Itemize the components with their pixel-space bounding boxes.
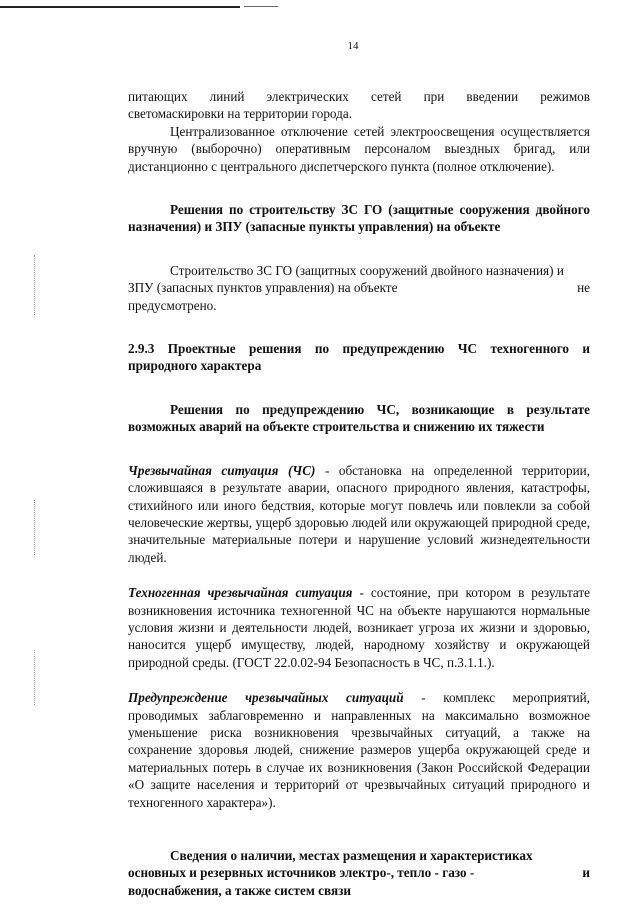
scan-edge-rule [0, 6, 240, 8]
paragraph-continuation-line [128, 88, 590, 105]
definition-text: - обстановка на определенной территории, сложившаяся в результате аварии, опасного природного явления, катастрофы, стихийного или иного бедствия, которые могут повлечь или повлекли за собой человеческие жертвы, ущерб здоровью людей или окружающей природной среде, значительные материальные потери и нарушение условий жизнедеятельности людей. [128, 462, 590, 565]
heading-emergency-prevention: Решения по предупреждению ЧС, возникающие в результате возможных аварий на объекте строительства и снижению их тяжести [128, 401, 590, 435]
paragraph-shelters [128, 262, 590, 314]
definition-term: Техногенная чрезвычайная ситуация [128, 585, 353, 601]
document-body [128, 88, 590, 899]
paragraph-shelters-line2 [128, 279, 590, 296]
section-title: Проектные решения по предупреждению ЧС техногенного и природного характера [128, 341, 591, 374]
section-number: 2.9.3 [128, 341, 155, 357]
word: режимов [540, 89, 590, 104]
paragraph-continuation-end: светомаскировки на территории города. [128, 106, 352, 122]
text-fragment: ЗПУ (запасных пунктов управления) на объекте [128, 280, 398, 296]
text-fragment: не [577, 280, 590, 296]
word: введении [466, 89, 519, 104]
section-heading [128, 340, 590, 375]
word: сетей [370, 89, 402, 104]
definition-term: Предупреждение чрезвычайных ситуаций [128, 690, 404, 706]
definition-emergency-prevention [128, 689, 590, 811]
heading-utilities-line3: водоснабжения, а также систем связи [128, 882, 351, 898]
heading-utilities-line1: Сведения о наличии, местах размещения и характеристиках [170, 848, 533, 863]
paragraph-shelters-line3: предусмотрено. [128, 297, 217, 313]
binding-margin-dots [34, 650, 36, 705]
page-number: 14 [347, 40, 359, 52]
paragraph-lighting-shutdown: Централизованное отключение сетей электроосвещения осуществляется вручную (выборочно) оперативным персоналом выездных бригад, или дистанционно с центрального диспетчерского пункта (полное отключение). [128, 123, 590, 174]
heading-shelters: Решения по строительству ЗС ГО (защитные сооружения двойного назначения) и ЗПУ (запасные пункты управления) на объекте [128, 202, 590, 235]
text-fragment: и [582, 865, 590, 881]
heading-utilities [128, 847, 590, 899]
definition-text: - комплекс мероприятий, проводимых заблаговременно и направленных на максимально возможное уменьшение риска возникновения чрезвычайных ситуаций, а также на сохранение здоровья людей, снижение размеров ущерба окружающей среде и материальных потерь в случае их возникновения (Закон Российской Федерации «О защите населения и территорий от чрезвычайных ситуаций природного и техногенного характера»). [128, 690, 590, 810]
definition-emergency [128, 462, 590, 566]
text-fragment: основных и резервных источников электро-, тепло - газо - [128, 865, 475, 881]
word: линий [209, 89, 245, 104]
word: при [423, 89, 445, 104]
definition-text: - состояние, при котором в результате возникновения источника техногенной ЧС на объекте нарушаются нормальные условия жизни и деятельности людей, возникает угроза их жизни и здоровью, наносится ущерб имуществу, людей, народному хозяйству и окружающей природной среды. (ГОСТ 22.0.02-94 Безопасность в ЧС, п.3.1.1.). [128, 585, 590, 670]
heading-utilities-line2 [128, 864, 590, 881]
binding-margin-dots [34, 255, 36, 315]
binding-margin-dots [34, 500, 36, 555]
definition-technogenic-emergency [128, 584, 590, 671]
scan-edge-rule-short [244, 6, 278, 7]
word: электрических [266, 89, 349, 104]
paragraph-shelters-line1: Строительство ЗС ГО (защитных сооружений двойного назначения) и [170, 262, 564, 278]
word: питающих [128, 89, 188, 104]
definition-term: Чрезвычайная ситуация (ЧС) [128, 462, 316, 478]
